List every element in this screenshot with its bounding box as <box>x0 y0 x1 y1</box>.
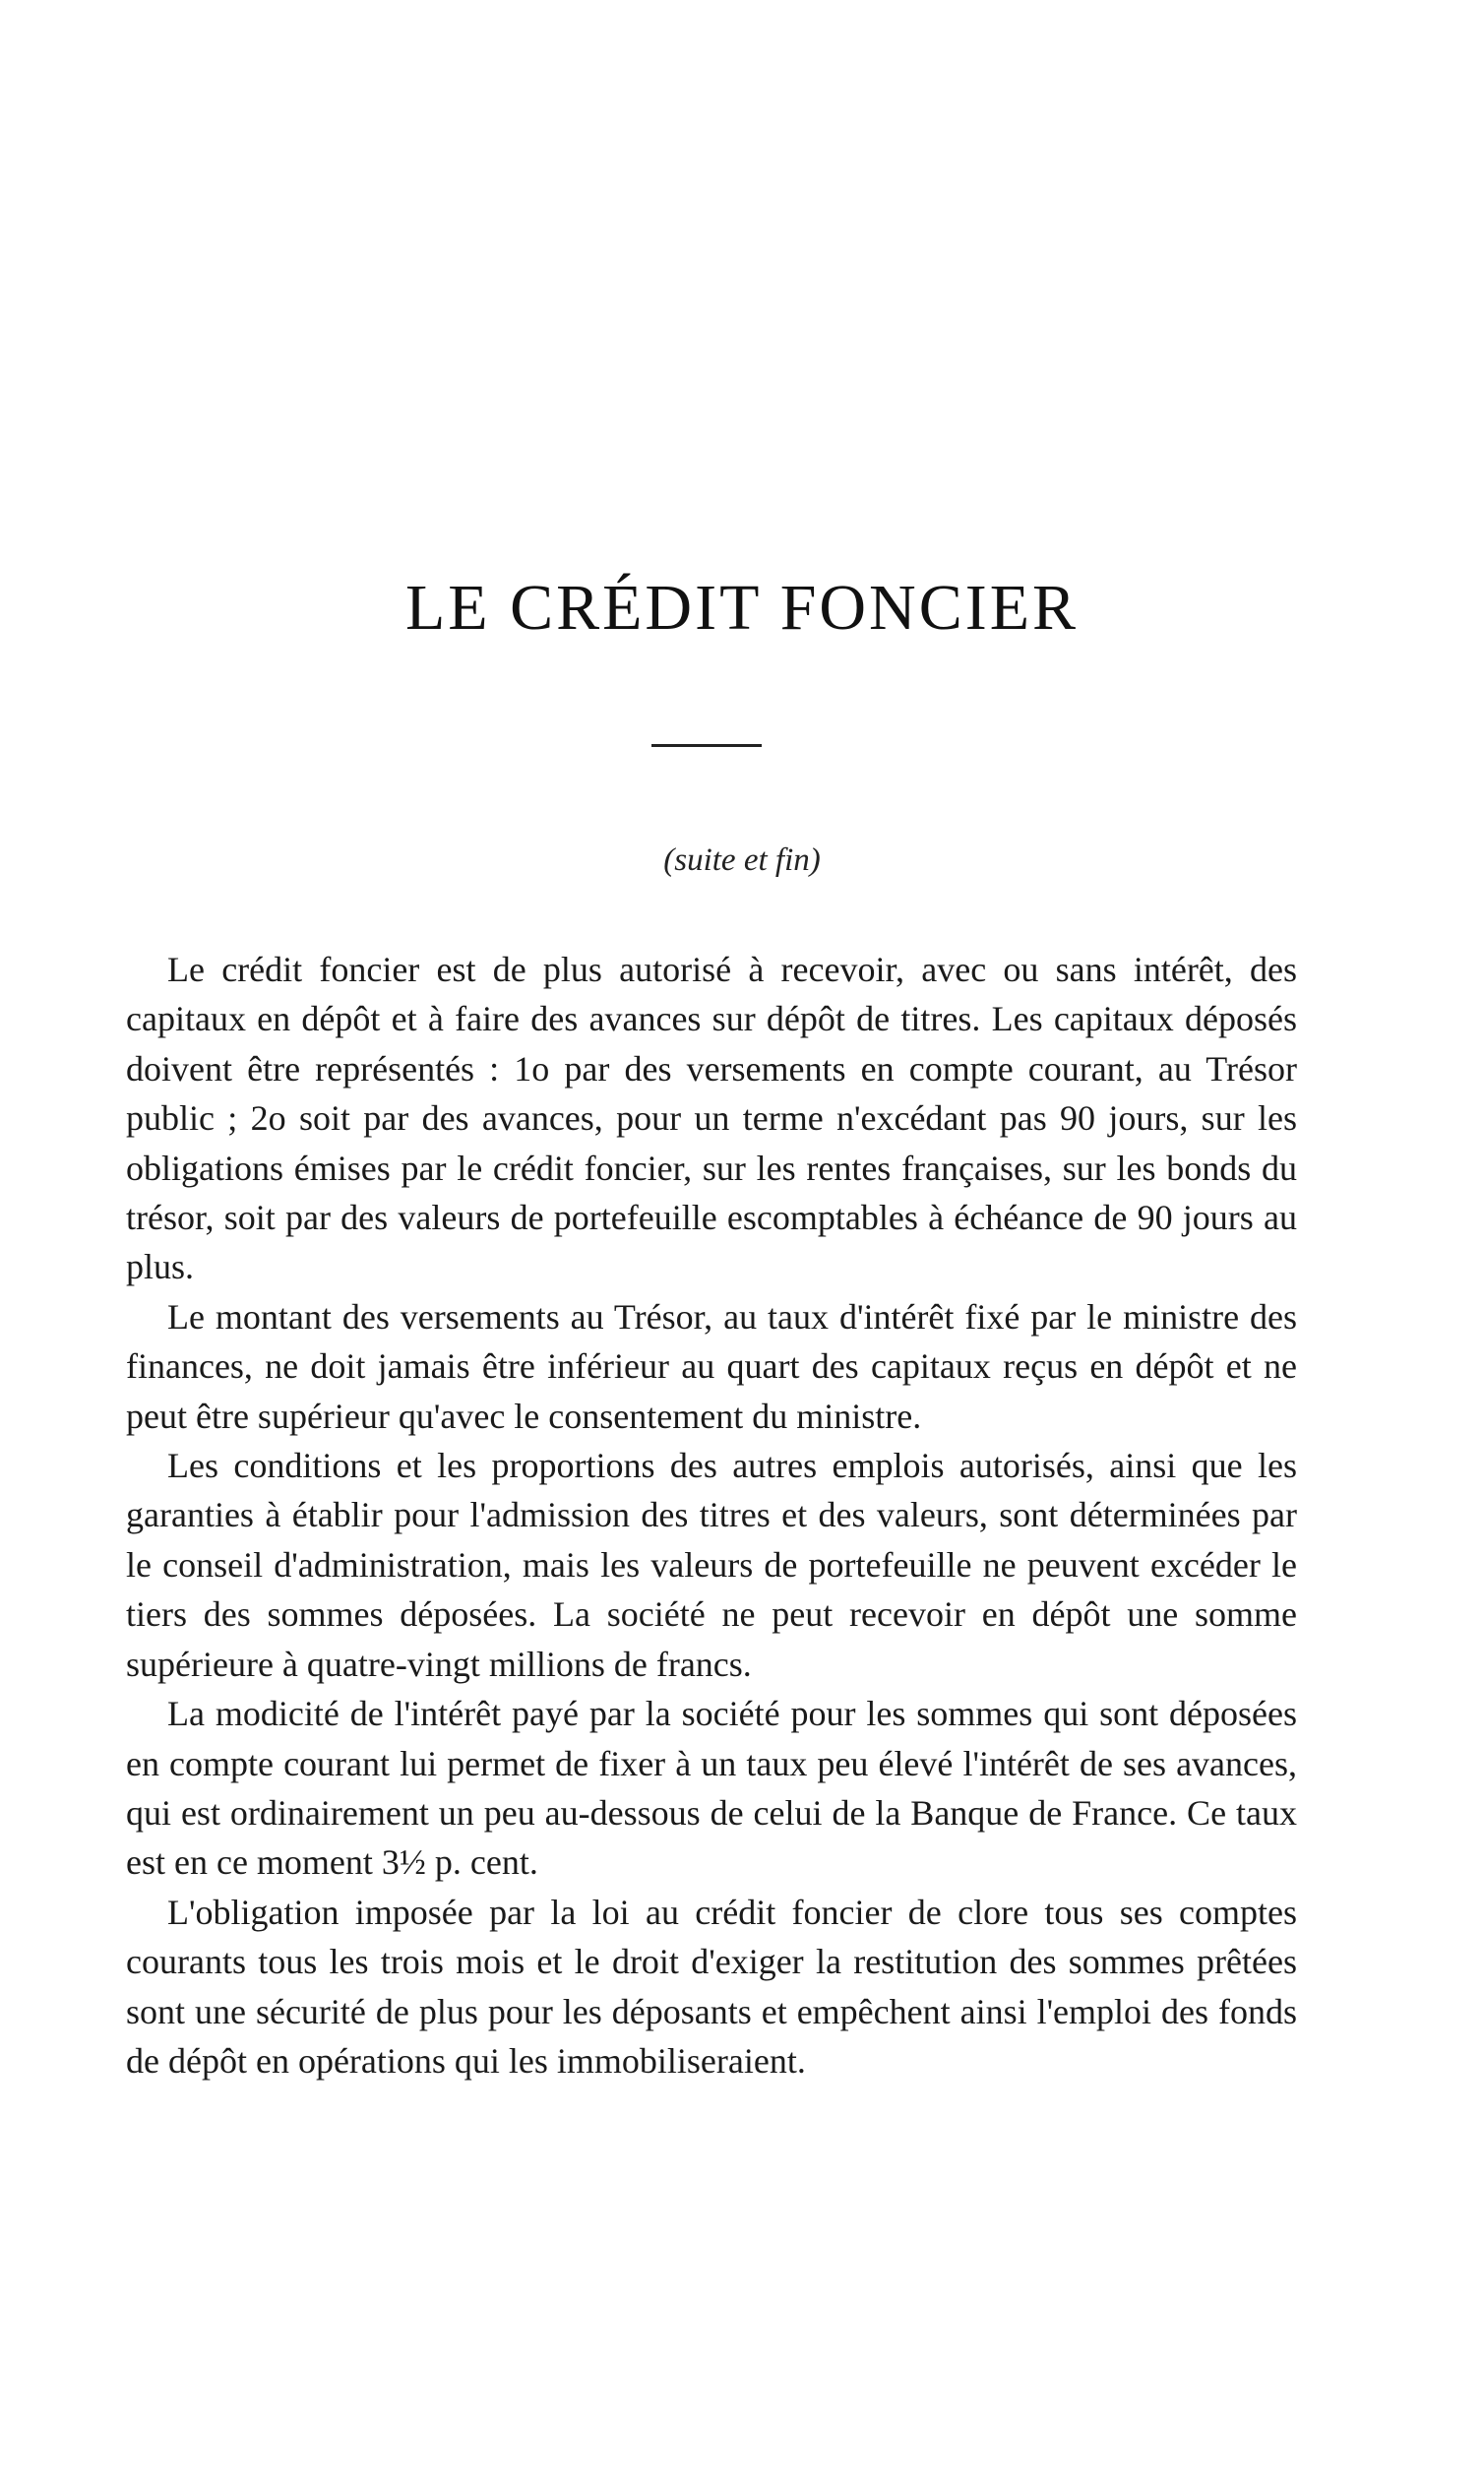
paragraph: Les conditions et les proportions des autres emplois autorisés, ainsi que les garanties à établir pour l'admission des titres et des valeurs, sont déterminées par le conseil d'administration, mais les valeurs de portefeuille ne peuvent excéder le tiers des sommes déposées. La société ne peut recevoir en dépôt une somme supérieure à quatre-vingt millions de francs. <box>126 1446 1297 1684</box>
body-text <box>126 945 1297 2085</box>
page-title: LE CRÉDIT FONCIER <box>404 572 1080 644</box>
paragraph: Le montant des versements au Trésor, au taux d'intérêt fixé par le ministre des finances, ne doit jamais être inférieur au quart des capitaux reçus en dépôt et ne peut être supérieur qu'avec le consentement du ministre. <box>126 1296 1297 1436</box>
paragraph: La modicité de l'intérêt payé par la société pour les sommes qui sont déposées en compte courant lui permet de fixer à un taux peu élevé l'intérêt de ses avances, qui est ordinairement un peu au-dessous de celui de la Banque de France. Ce taux est en ce moment 3½ p. cent. <box>126 1694 1297 1883</box>
title-divider <box>651 744 762 747</box>
paragraph: Le crédit foncier est de plus autorisé à recevoir, avec ou sans intérêt, des capitaux en dépôt et à faire des avances sur dépôt de titres. Les capitaux déposés doivent être représentés : 1o par des versements en compte courant, au Trésor public ; 2o soit par des avances, pour un terme n'excédant pas 90 jours, sur les obligations émises par le crédit foncier, sur les rentes françaises, sur les bonds du trésor, soit par des valeurs de portefeuille escomptables à échéance de 90 jours au plus. <box>126 950 1297 1287</box>
page-subtitle: (suite et fin) <box>663 842 821 878</box>
paragraph: L'obligation imposée par la loi au crédit foncier de clore tous ses comptes courants tous les trois mois et le droit d'exiger la restitution des sommes prêtées sont une sécurité de plus pour les déposants et empêchent ainsi l'emploi des fonds de dépôt en opérations qui les immobiliseraient. <box>126 1892 1297 2081</box>
